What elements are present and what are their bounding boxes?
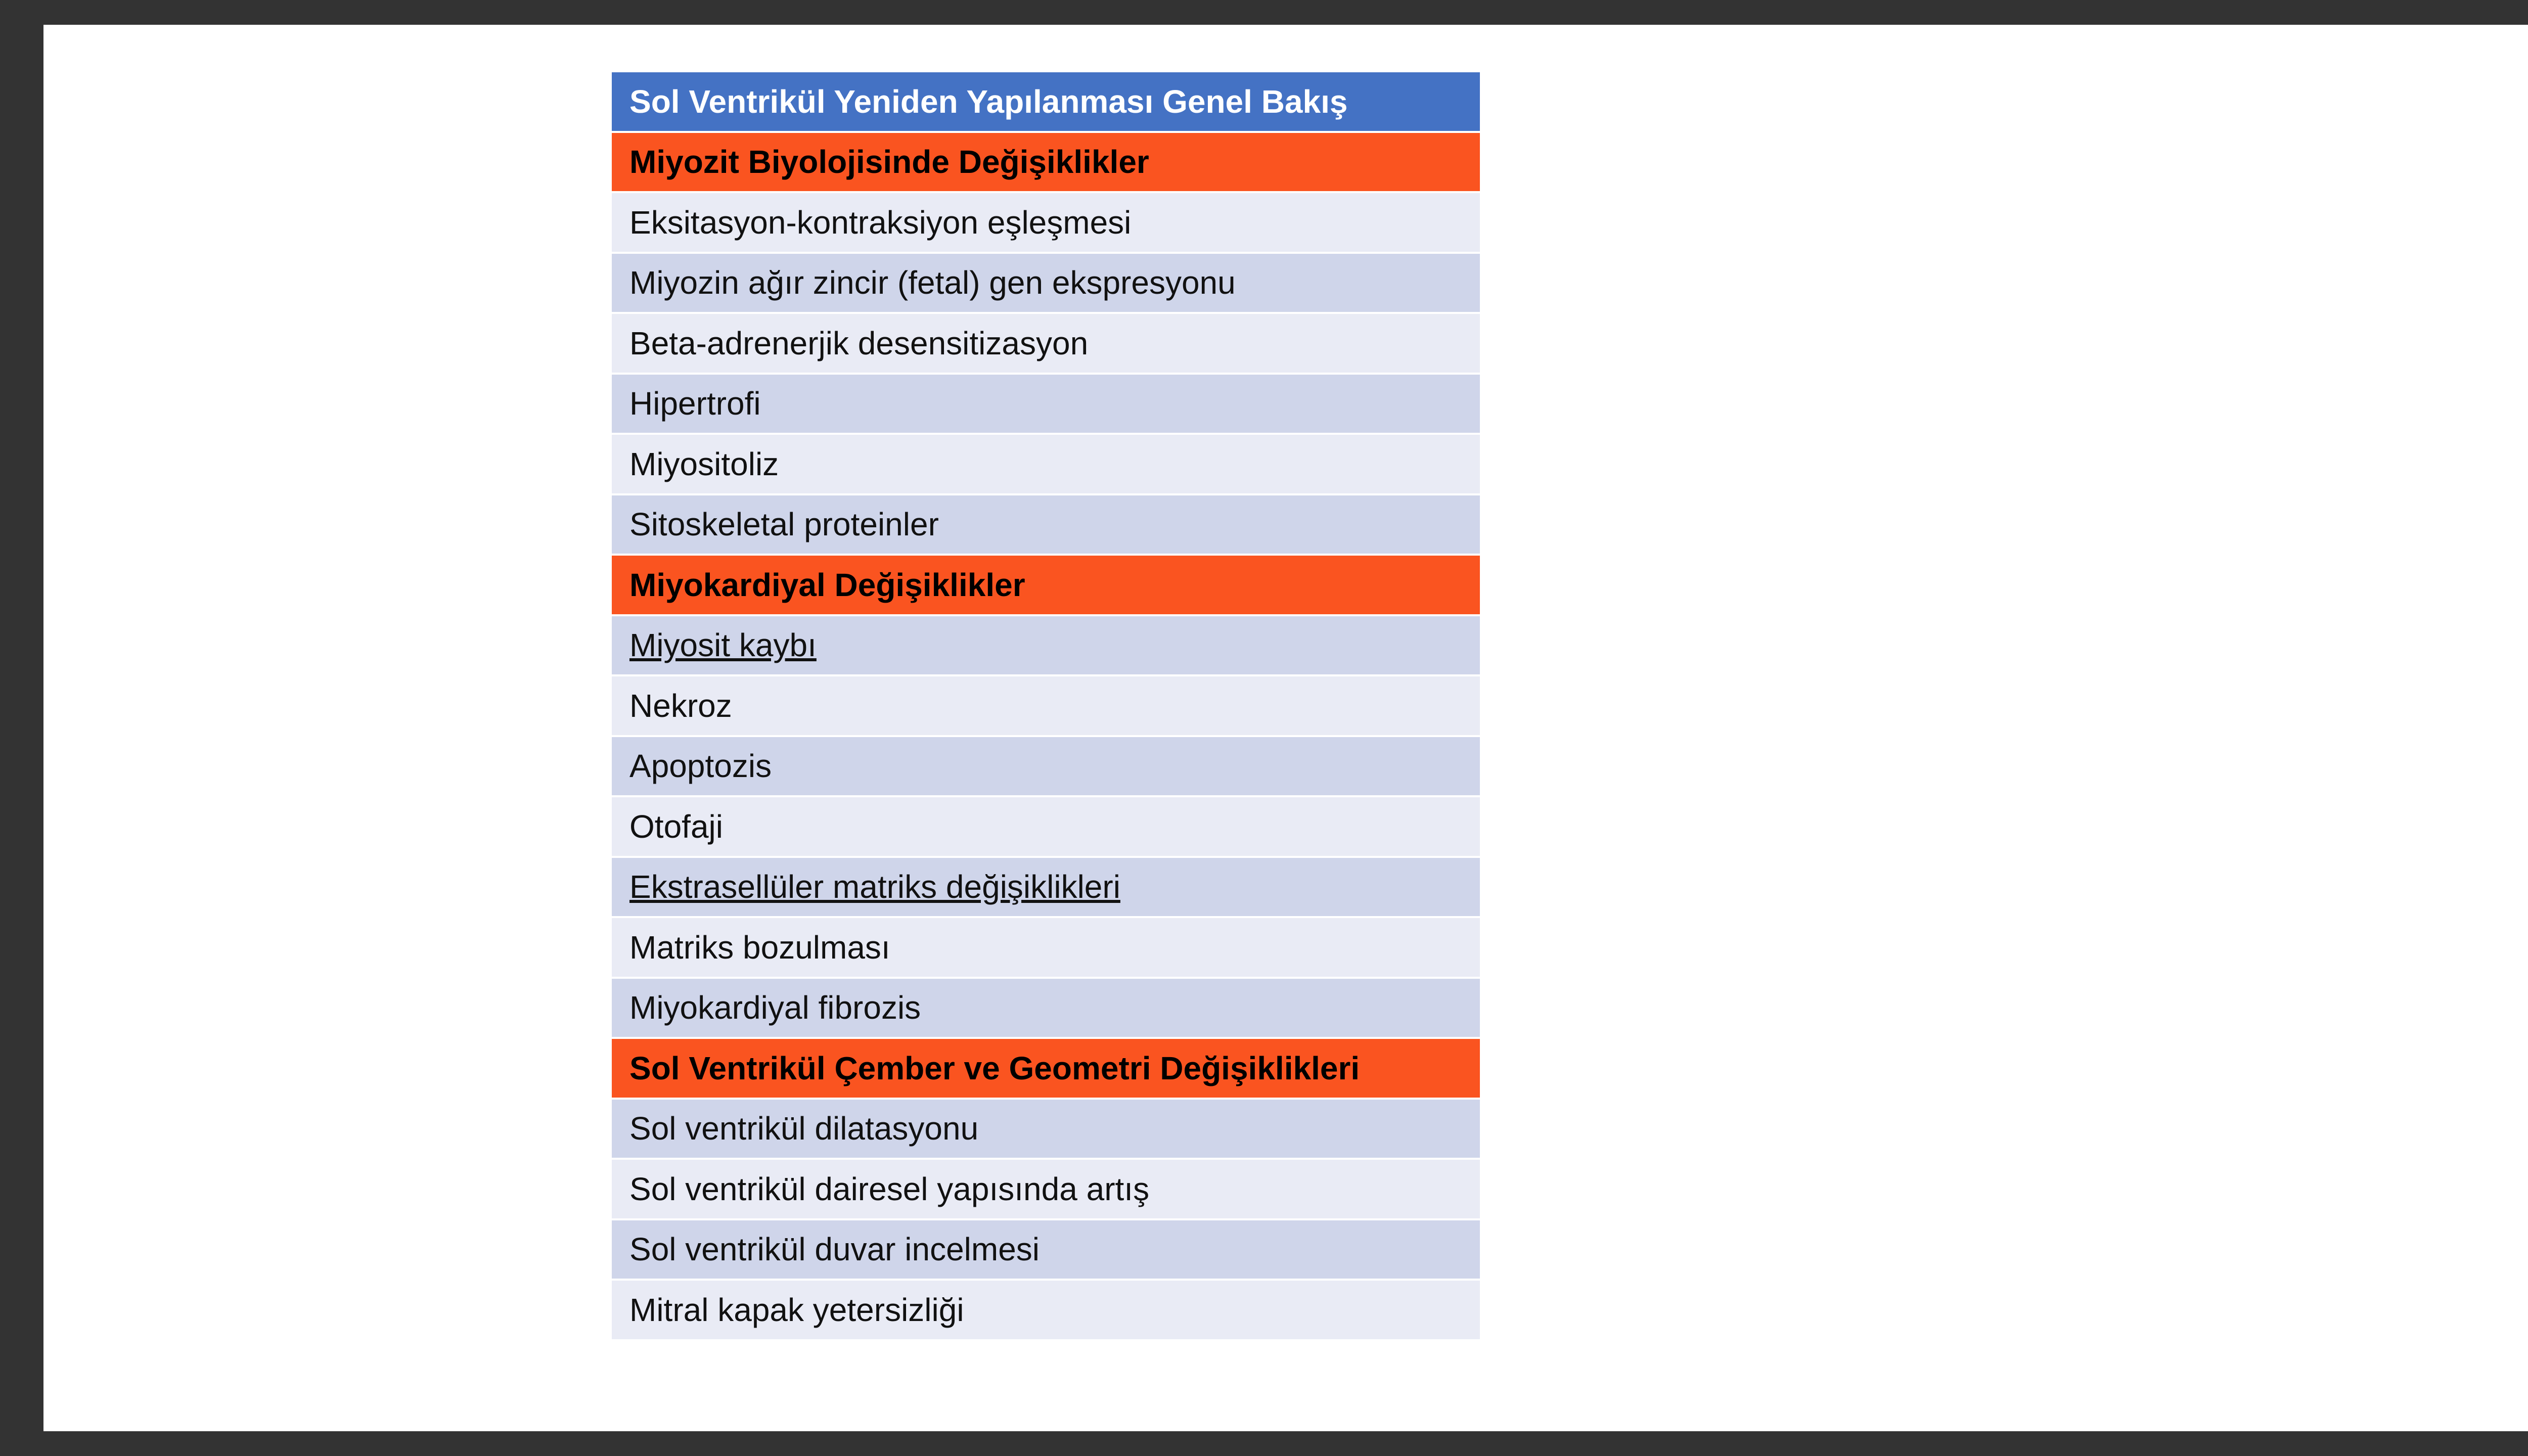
table-row: Miyokardiyal Değişiklikler bbox=[612, 556, 1480, 616]
table-row: Sol ventrikül dilatasyonu bbox=[612, 1100, 1480, 1160]
slide bbox=[43, 25, 2528, 1431]
table-row: Ekstrasellüler matriks değişiklikleri bbox=[612, 858, 1480, 919]
table-row: Miyozin ağır zincir (fetal) gen ekspresyonu bbox=[612, 254, 1480, 314]
table-row: Miyosit kaybı bbox=[612, 616, 1480, 677]
table-row: Miyositoliz bbox=[612, 435, 1480, 495]
table-row: Eksitasyon-kontraksiyon eşleşmesi bbox=[612, 193, 1480, 254]
table-row: Sol ventrikül duvar incelmesi bbox=[612, 1220, 1480, 1281]
table-row: Sitoskeletal proteinler bbox=[612, 495, 1480, 556]
table-row: Sol Ventrikül Çember ve Geometri Değişiklikleri bbox=[612, 1039, 1480, 1100]
remodeling-table bbox=[612, 72, 1480, 1341]
table-row: Nekroz bbox=[612, 676, 1480, 737]
table-row: Sol ventrikül dairesel yapısında artış bbox=[612, 1160, 1480, 1220]
table-row: Otofaji bbox=[612, 797, 1480, 858]
table-row: Miyokardiyal fibrozis bbox=[612, 979, 1480, 1039]
table-title-text: Sol Ventrikül Yeniden Yapılanması Genel Bakış bbox=[629, 83, 1348, 120]
table-title bbox=[612, 72, 1480, 133]
table-row: Mitral kapak yetersizliği bbox=[612, 1281, 1480, 1341]
table-row: Miyozit Biyolojisinde Değişiklikler bbox=[612, 133, 1480, 194]
table-row: Beta-adrenerjik desensitizasyon bbox=[612, 314, 1480, 375]
table-row: Apoptozis bbox=[612, 737, 1480, 798]
table-row: Hipertrofi bbox=[612, 375, 1480, 435]
table-row: Matriks bozulması bbox=[612, 918, 1480, 979]
